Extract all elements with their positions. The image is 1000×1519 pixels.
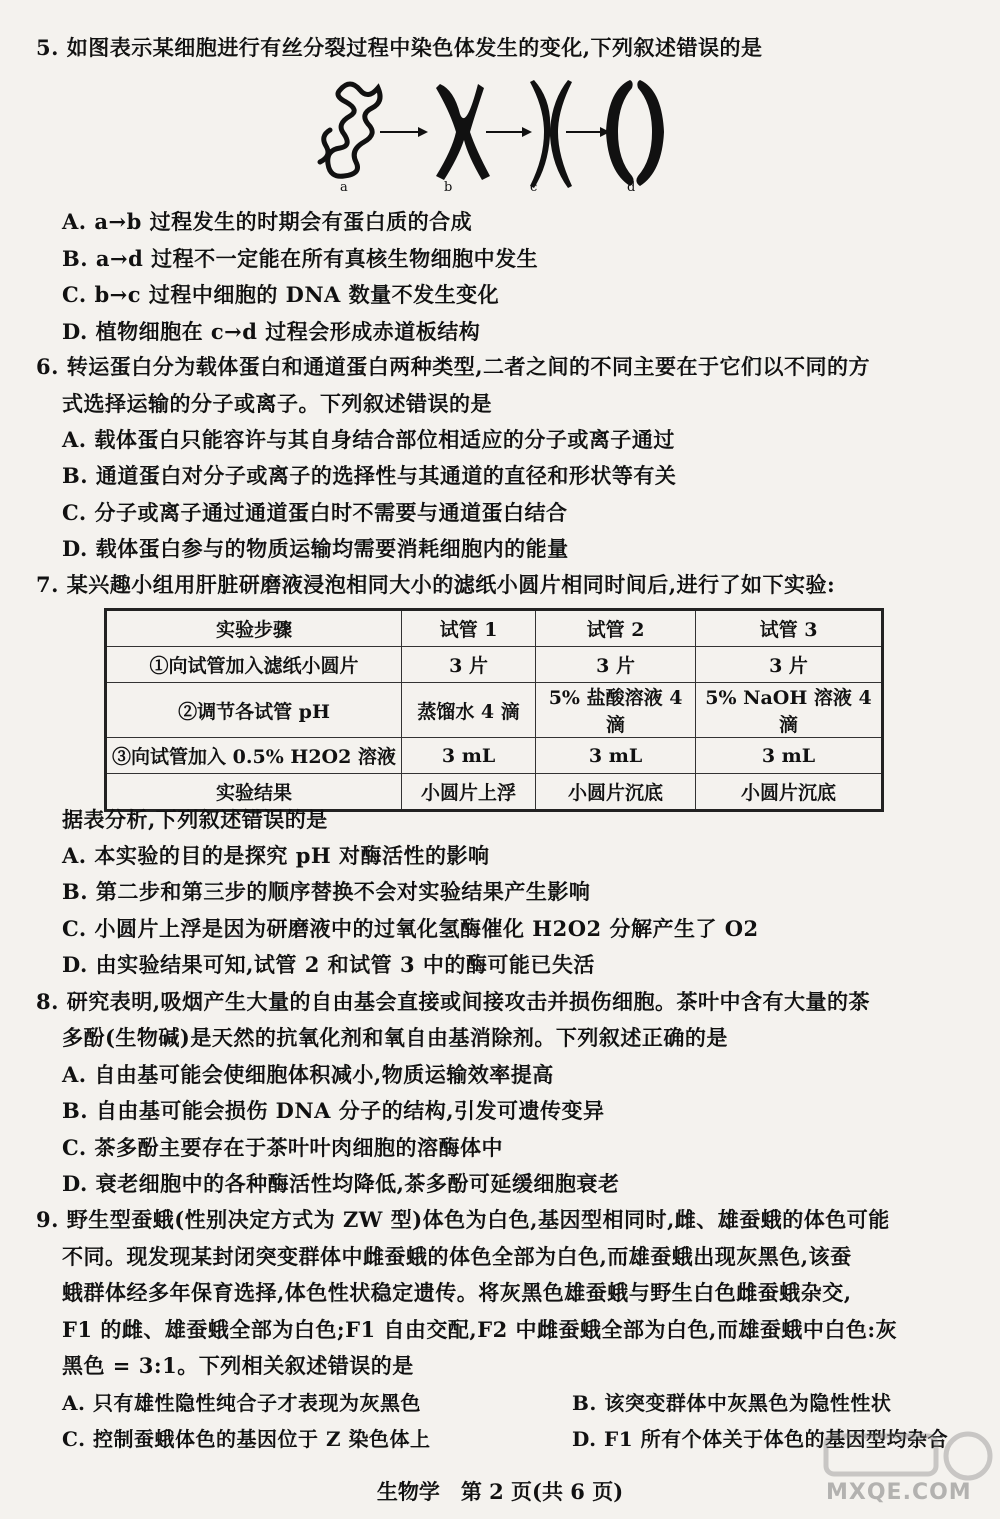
- q6-stem-line2: 式选择运输的分子或离子。下列叙述错误的是: [62, 391, 492, 416]
- table-header-cell: 试管 3: [696, 610, 883, 647]
- q8-stem-line1: 8. 研究表明,吸烟产生大量的自由基会直接或间接攻击并损伤细胞。茶叶中含有大量的茶: [36, 989, 871, 1014]
- q8-stem-line2: 多酚(生物碱)是天然的抗氧化剂和氧自由基消除剂。下列叙述正确的是: [62, 1025, 728, 1050]
- q5-option-d: D. 植物细胞在 c→d 过程会形成赤道板结构: [62, 319, 481, 344]
- page-footer: 生物学 第 2 页(共 6 页): [376, 1479, 624, 1504]
- q9-stem-line2: 不同。现发现某封闭突变群体中雌蚕蛾的体色全部为白色,而雄蚕蛾出现灰黑色,该蚕: [62, 1244, 852, 1269]
- table-cell: 蒸馏水 4 滴: [401, 683, 535, 738]
- fig-label-b: b: [444, 180, 453, 195]
- table-cell: 小圆片上浮: [401, 774, 535, 811]
- q9-stem-line4: F1 的雌、雄蚕蛾全部为白色;F1 自由交配,F2 中雌蚕蛾全部为白色,而雄蚕蛾中白色:灰: [62, 1317, 898, 1342]
- q8-option-b: B. 自由基可能会损伤 DNA 分子的结构,引发可遗传变异: [62, 1098, 605, 1123]
- table-cell: 小圆片沉底: [696, 774, 883, 811]
- fig-label-c: c: [530, 180, 538, 195]
- table-header-cell: 试管 2: [536, 610, 696, 647]
- table-row: [106, 774, 883, 811]
- q9-stem-line3: 蛾群体经多年保育选择,体色性状稳定遗传。将灰黑色雄蚕蛾与野生白色雌蚕蛾杂交,: [62, 1280, 852, 1305]
- experiment-table: [104, 608, 884, 812]
- q9-option-d: D. F1 所有个体关于体色的基因型均杂合: [572, 1427, 949, 1451]
- table-header-cell: 试管 1: [401, 610, 535, 647]
- q8-option-a: A. 自由基可能会使细胞体积减小,物质运输效率提高: [62, 1062, 554, 1087]
- chromosome-figure: [300, 70, 680, 200]
- q7-option-d: D. 由实验结果可知,试管 2 和试管 3 中的酶可能已失活: [62, 952, 595, 977]
- chromosome-b: [436, 84, 490, 180]
- table-row: [106, 738, 883, 774]
- q9-stem-line5: 黑色 = 3:1。下列相关叙述错误的是: [62, 1353, 414, 1378]
- q5-stem: 5. 如图表示某细胞进行有丝分裂过程中染色体发生的变化,下列叙述错误的是: [36, 35, 763, 60]
- fig-label-a: a: [340, 180, 348, 195]
- q9-stem-line1: 9. 野生型蚕蛾(性别决定方式为 ZW 型)体色为白色,基因型相同时,雌、雄蚕蛾的体色可能: [36, 1207, 890, 1232]
- table-cell: 小圆片沉底: [536, 774, 696, 811]
- q5-option-b: B. a→d 过程不一定能在所有真核生物细胞中发生: [62, 246, 539, 271]
- q5-option-c: C. b→c 过程中细胞的 DNA 数量不发生变化: [62, 282, 500, 307]
- q8-option-c: C. 茶多酚主要存在于茶叶叶肉细胞的溶酶体中: [62, 1135, 503, 1160]
- table-row: [106, 683, 883, 738]
- q5-option-a: A. a→b 过程发生的时期会有蛋白质的合成: [62, 209, 473, 234]
- table-cell: 3 片: [401, 647, 535, 683]
- watermark-text: MXQE.COM: [826, 1480, 972, 1505]
- q7-option-a: A. 本实验的目的是探究 pH 对酶活性的影响: [62, 843, 490, 868]
- q7-option-b: B. 第二步和第三步的顺序替换不会对实验结果产生影响: [62, 879, 591, 904]
- table-cell: 3 mL: [696, 738, 883, 774]
- table-cell: ②调节各试管 pH: [106, 683, 402, 738]
- table-cell: 5% NaOH 溶液 4 滴: [696, 683, 883, 738]
- q7-after-table: 据表分析,下列叙述错误的是: [62, 807, 328, 832]
- table-cell: 5% 盐酸溶液 4 滴: [536, 683, 696, 738]
- q8-option-d: D. 衰老细胞中的各种酶活性均降低,茶多酚可延缓细胞衰老: [62, 1171, 620, 1196]
- table-header-cell: 实验步骤: [106, 610, 402, 647]
- q6-option-d: D. 载体蛋白参与的物质运输均需要消耗细胞内的能量: [62, 536, 569, 561]
- table-row: [106, 647, 883, 683]
- chromosome-d: [606, 80, 664, 186]
- q7-stem: 7. 某兴趣小组用肝脏研磨液浸泡相同大小的滤纸小圆片相同时间后,进行了如下实验:: [36, 572, 836, 597]
- q6-stem-line1: 6. 转运蛋白分为载体蛋白和通道蛋白两种类型,二者之间的不同主要在于它们以不同的方: [36, 354, 871, 379]
- q9-option-b: B. 该突变群体中灰黑色为隐性性状: [572, 1391, 892, 1415]
- table-header-row: [106, 610, 883, 647]
- q6-option-a: A. 载体蛋白只能容许与其自身结合部位相适应的分子或离子通过: [62, 427, 675, 452]
- q6-option-c: C. 分子或离子通过通道蛋白时不需要与通道蛋白结合: [62, 500, 568, 525]
- q9-option-c: C. 控制蚕蛾体色的基因位于 Z 染色体上: [62, 1427, 431, 1451]
- table-cell: 3 mL: [401, 738, 535, 774]
- table-cell: ①向试管加入滤纸小圆片: [106, 647, 402, 683]
- q7-option-c: C. 小圆片上浮是因为研磨液中的过氧化氢酶催化 H2O2 分解产生了 O2: [62, 916, 759, 941]
- table-cell: 3 片: [696, 647, 883, 683]
- table-cell: 3 片: [536, 647, 696, 683]
- chromosome-c: [530, 80, 572, 188]
- table-cell: 实验结果: [106, 774, 402, 811]
- table-cell: 3 mL: [536, 738, 696, 774]
- fig-label-d: d: [627, 180, 636, 195]
- table-cell: ③向试管加入 0.5% H2O2 溶液: [106, 738, 402, 774]
- q9-option-a: A. 只有雄性隐性纯合子才表现为灰黑色: [62, 1391, 421, 1415]
- q6-option-b: B. 通道蛋白对分子或离子的选择性与其通道的直径和形状等有关: [62, 463, 677, 488]
- chromatin-a: [320, 84, 380, 176]
